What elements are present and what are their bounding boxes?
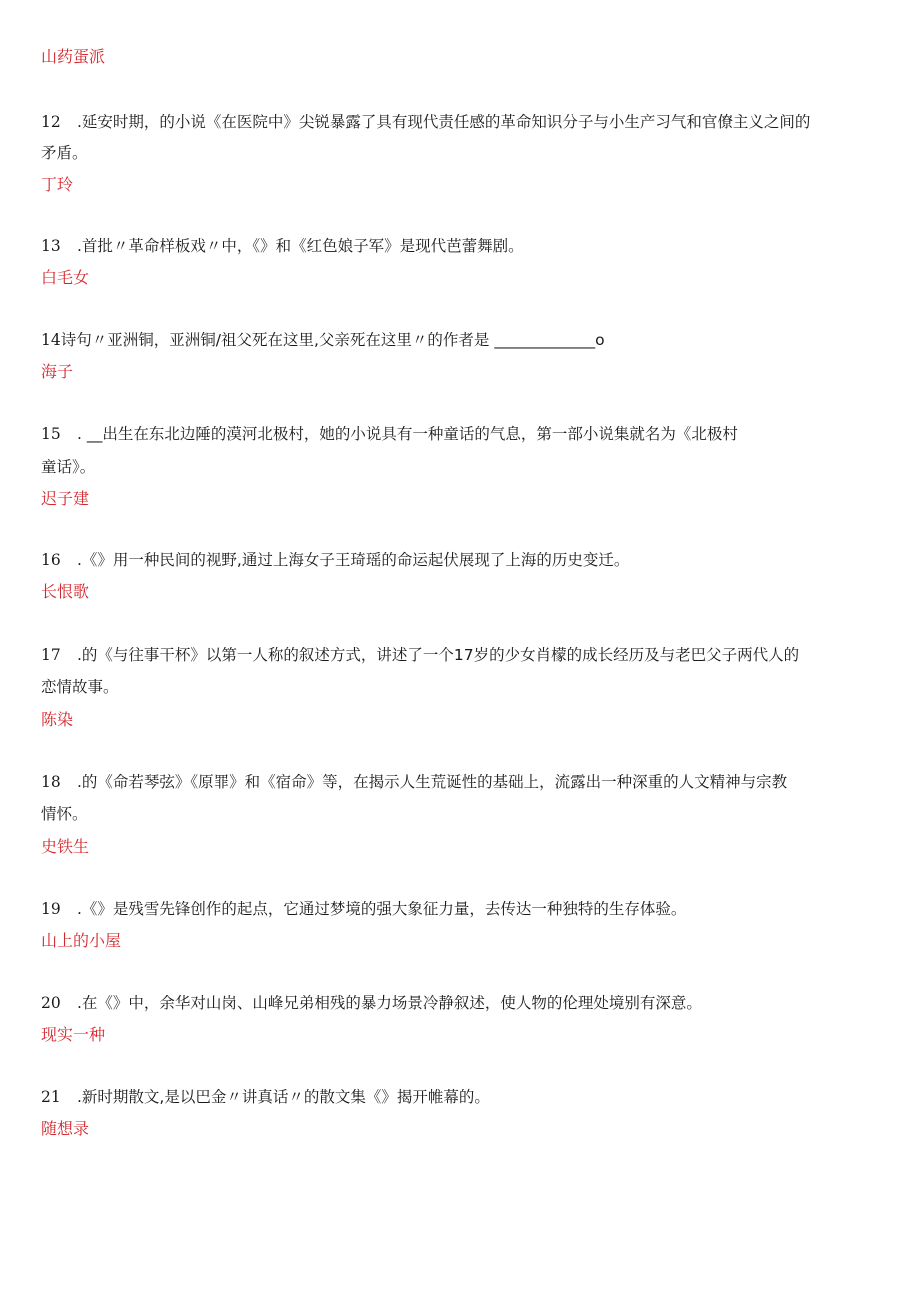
question-15 [41, 424, 738, 444]
question-text: .《》是残雪先锋创作的起点，它通过梦境的强大象征力量，去传达一种独特的生存体验。 [77, 900, 687, 918]
answer-20: 现实一种 [41, 1025, 106, 1044]
question-text: .的《与往事干杯》以第一人称的叙述方式，讲述了一个17岁的少女肖檬的成长经历及与老巴父子两代人的 [77, 646, 800, 664]
answer-21: 随想录 [41, 1119, 90, 1138]
answer-15: 迟子建 [41, 489, 90, 508]
question-number: 20 [41, 994, 61, 1012]
question-text: .延安时期，的小说《在医院中》尖锐暴露了具有现代责任感的革命知识分子与小生产习气和官僚主义之间的 [77, 113, 811, 131]
answer-13: 白毛女 [41, 268, 90, 287]
question-text: .新时期散文,是以巴金〃讲真话〃的散文集《》揭开帷幕的。 [77, 1088, 490, 1106]
question-text: .的《命若琴弦》《原罪》和《宿命》等，在揭示人生荒诞性的基础上，流露出一种深重的人文精神与宗教 [77, 773, 788, 791]
question-number: 12 [41, 113, 61, 131]
question-text: . __出生在东北边陲的漠河北极村，她的小说具有一种童话的气息，第一部小说集就名为《北极村 [77, 425, 738, 443]
question-14 [41, 330, 605, 350]
question-17 [41, 645, 799, 665]
question-15-continuation: 童话》。 [41, 458, 96, 476]
question-18-continuation: 情怀。 [41, 805, 88, 823]
question-text: .在《》中，余华对山岗、山峰兄弟相残的暴力场景冷静叙述，使人物的伦理处境别有深意。 [77, 994, 702, 1012]
question-number: 13 [41, 237, 61, 255]
question-text: 诗句〃亚洲铜，亚洲铜/祖父死在这里,父亲死在这里〃的作者是 _____________o [60, 331, 605, 349]
question-21 [41, 1087, 490, 1107]
question-number: 15 [41, 425, 61, 443]
question-17-continuation: 恋情故事。 [41, 678, 119, 696]
question-number: 17 [41, 646, 61, 664]
answer-17: 陈染 [41, 710, 74, 729]
answer-14: 海子 [41, 362, 74, 381]
answer-16: 长恨歌 [41, 582, 90, 601]
answer-11: 山药蛋派 [41, 47, 106, 66]
question-number: 14 [41, 331, 61, 349]
question-number: 16 [41, 551, 61, 569]
question-16 [41, 550, 629, 570]
question-number: 21 [41, 1088, 61, 1106]
question-18 [41, 772, 787, 792]
question-12 [41, 112, 810, 132]
question-number: 19 [41, 900, 61, 918]
answer-18: 史铁生 [41, 837, 90, 856]
question-13 [41, 236, 524, 256]
question-20 [41, 993, 702, 1013]
question-12-continuation: 矛盾。 [41, 144, 88, 162]
answer-12: 丁玲 [41, 175, 74, 194]
question-number: 18 [41, 773, 61, 791]
question-text: .《》用一种民间的视野,通过上海女子王琦瑶的命运起伏展现了上海的历史变迁。 [77, 551, 630, 569]
question-19 [41, 899, 686, 919]
answer-19: 山上的小屋 [41, 931, 122, 950]
question-text: .首批〃革命样板戏〃中，《》和《红色娘子军》是现代芭蕾舞剧。 [77, 237, 524, 255]
